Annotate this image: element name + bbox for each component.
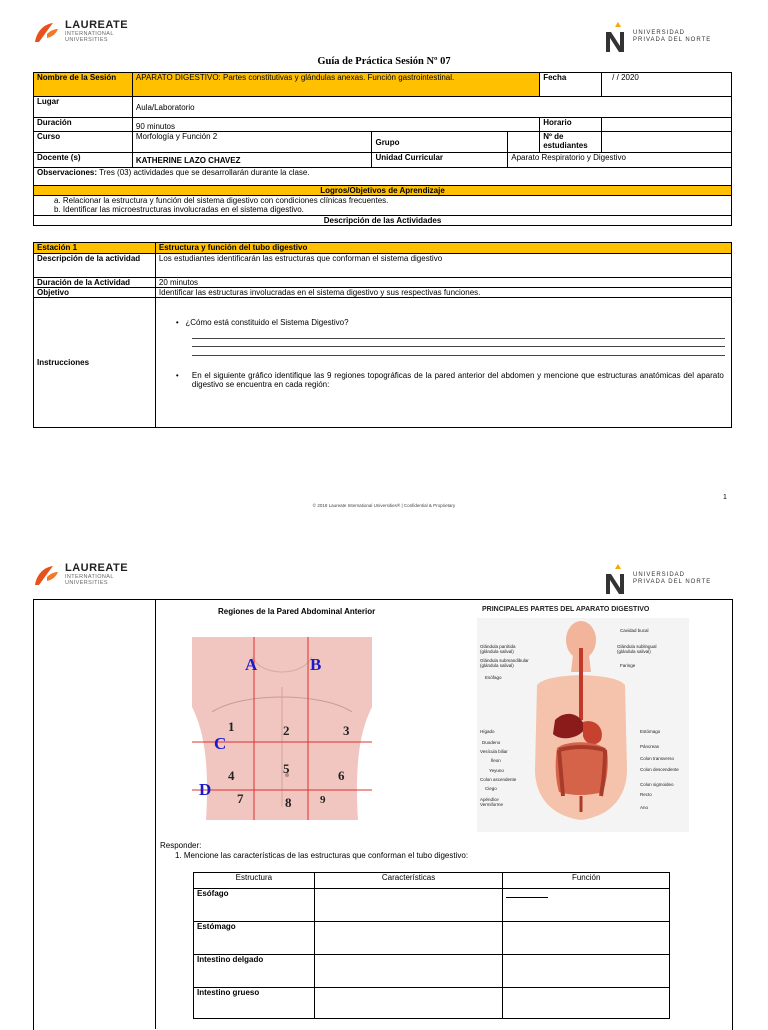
- desc-value: Los estudiantes identificarán las estructuras que conforman el sistema digestivo: [155, 254, 731, 278]
- cell-funcion[interactable]: [503, 922, 670, 955]
- horario-value: [602, 118, 732, 132]
- region-number: 8: [285, 795, 292, 810]
- cell-funcion[interactable]: [503, 988, 670, 1019]
- obj-label: Objetivo: [34, 288, 156, 298]
- region-number: 9: [320, 794, 326, 806]
- upn-logo-p2: [603, 562, 711, 596]
- label-sublingual: Glándula sublingual (glándula salival): [617, 644, 657, 654]
- region-number: 3: [343, 723, 350, 738]
- cell-caracteristicas[interactable]: [314, 988, 503, 1019]
- region-number: 7: [237, 791, 244, 806]
- activity-table: [33, 242, 732, 428]
- logo-name: LAUREATE: [65, 562, 129, 574]
- label-estomago: Estómago: [640, 729, 661, 734]
- label-ciego: Ciego: [485, 786, 497, 791]
- station-title: Estructura y función del tubo digestivo: [155, 243, 731, 254]
- unidad-label: Unidad Curricular: [372, 153, 508, 168]
- upn-logo: [603, 20, 711, 54]
- abdomen-regions-figure: [192, 637, 372, 820]
- label-apendice: Apéndice Vermiforme: [480, 797, 504, 807]
- objetivo-item: a. Relacionar la estructura y función del sistema digestivo con condiciones clínicas frecuentes.: [54, 196, 389, 205]
- logo-sub1: INTERNATIONAL: [65, 31, 114, 37]
- region-number: 1: [228, 719, 235, 734]
- logo-sub2: UNIVERSITIES: [65, 580, 109, 586]
- bullet-1: • ¿Cómo está constituido el Sistema Digestivo?: [175, 318, 349, 327]
- answer-line: [192, 338, 725, 339]
- session-value: APARATO DIGESTIVO: Partes constitutivas y glándulas anexas. Función gastrointestinal.: [132, 73, 539, 97]
- region-letter: D: [199, 780, 212, 799]
- desc-label: Descripción de la actividad: [34, 254, 156, 278]
- abdomen-title: Regiones de la Pared Abdominal Anterior: [218, 607, 376, 616]
- structures-table: [193, 872, 670, 1019]
- cell-caracteristicas[interactable]: [314, 922, 503, 955]
- instr-content: [155, 298, 731, 428]
- label-submandibular: Glándula submandibular (glándula salival): [480, 658, 529, 668]
- bullet-2-text: En el siguiente gráfico identifique las 9 regiones topográficas de la pared anterior del abdomen y mencione que estructuras anatómicas del aparato digestivo se encuentra en cada región:: [191, 371, 724, 389]
- dur-value: 20 minutos: [155, 278, 731, 288]
- header-estructura: Estructura: [194, 873, 315, 889]
- row-intestino-delgado: Intestino delgado: [194, 955, 315, 988]
- cell-funcion[interactable]: [503, 889, 670, 922]
- bullet-2: • En el siguiente gráfico identifique las 9 regiones topográficas de la pared anterior del abdomen y mencione que estructuras anatómicas del aparato digestivo se encuentra en cada región:: [175, 371, 724, 389]
- label-vesicula: Vesícula biliar: [480, 749, 508, 754]
- row-esofago: Esófago: [194, 889, 315, 922]
- label-esofago: Esófago: [485, 675, 502, 680]
- grupo-label: Grupo: [372, 132, 508, 153]
- session-info-table: [33, 72, 732, 226]
- label-colon-transverso: Colon transverso: [640, 756, 675, 761]
- curso-value: Morfología y Función 2: [132, 132, 372, 153]
- lugar-label: Lugar: [34, 97, 133, 118]
- region-number: 2: [283, 723, 290, 738]
- logo-sub1: INTERNATIONAL: [65, 574, 114, 580]
- label-cavidad-bucal: Cavidad bucal: [620, 628, 649, 633]
- laureate-logo-p2: [33, 563, 128, 589]
- horario-label: Horario: [540, 118, 602, 132]
- header-caracteristicas: Características: [314, 873, 503, 889]
- label-pancreas: Páncreas: [640, 744, 660, 749]
- label-higado: Hígado: [480, 729, 495, 734]
- region-number: 6: [338, 768, 345, 783]
- question-1: 1. Mencione las características de las estructuras que conforman el tubo digestivo:: [175, 851, 469, 860]
- obj-value: Identificar las estructuras involucradas en el sistema digestivo y sus respectivas funciones.: [155, 288, 731, 298]
- row-estomago: Estómago: [194, 922, 315, 955]
- estudiantes-value: [602, 132, 732, 153]
- laureate-leaf-icon: [33, 20, 59, 46]
- cell-funcion[interactable]: [503, 955, 670, 988]
- lugar-value: Aula/Laboratorio: [132, 97, 731, 118]
- footer-copyright: © 2018 Laureate International Universities® | Confidential & Proprietary: [312, 503, 456, 508]
- fecha-label: Fecha: [540, 73, 602, 97]
- row-intestino-grueso: Intestino grueso: [194, 988, 315, 1019]
- answer-line: [192, 355, 725, 356]
- label-ano: Ano: [640, 805, 649, 810]
- upn-line2: PRIVADA DEL NORTE: [633, 579, 712, 585]
- label-parotida: Glándula parótida (glándula salival): [480, 644, 516, 654]
- page-number: 1: [723, 494, 727, 501]
- actividades-heading: Descripción de las Actividades: [34, 216, 732, 226]
- label-yeyuno: Yeyuno: [489, 768, 504, 773]
- instr-label: Instrucciones: [34, 298, 156, 428]
- region-letter: A: [245, 655, 258, 674]
- bullet-1-text: ¿Cómo está constituido el Sistema Digestivo?: [185, 318, 349, 327]
- session-label: Nombre de la Sesión: [34, 73, 133, 97]
- objetivo-item: b. Identificar las microestructuras involucradas en el sistema digestivo.: [54, 205, 304, 214]
- page2-divider: [155, 599, 156, 1029]
- region-number: 5: [283, 761, 290, 776]
- label-colon-sigmoideo: Colon sigmoideo: [640, 782, 674, 787]
- objetivos-heading: Logros/Objetivos de Aprendizaje: [34, 186, 732, 196]
- upn-n-icon: [603, 562, 629, 596]
- page-title: Guía de Práctica Sesión Nº 07: [317, 56, 451, 67]
- digestive-title: PRINCIPALES PARTES DEL APARATO DIGESTIVO: [482, 606, 650, 613]
- region-number: 4: [228, 768, 235, 783]
- observaciones: [34, 168, 732, 186]
- docente-label: Docente (s): [34, 153, 133, 168]
- responder-label: Responder:: [160, 841, 202, 850]
- label-faringe: Faringe: [620, 663, 636, 668]
- upn-line1: UNIVERSIDAD: [633, 572, 686, 578]
- grupo-value: [508, 132, 540, 153]
- header-funcion: Función: [503, 873, 670, 889]
- answer-line: [192, 346, 725, 347]
- duracion-value: 90 minutos: [132, 118, 539, 132]
- objetivos-list: [34, 196, 732, 216]
- laureate-leaf-icon: [33, 563, 59, 589]
- logo-sub2: UNIVERSITIES: [65, 37, 109, 43]
- upn-line1: UNIVERSIDAD: [633, 30, 686, 36]
- upn-line2: PRIVADA DEL NORTE: [633, 37, 712, 43]
- unidad-value: Aparato Respiratorio y Digestivo: [508, 153, 732, 168]
- region-letter: B: [310, 655, 322, 674]
- label-colon-descendente: Colon descendente: [640, 767, 679, 772]
- estudiantes-label: Nº de estudiantes: [540, 132, 602, 153]
- obs-value: Tres (03) actividades que se desarrollarán durante la clase.: [97, 168, 310, 177]
- laureate-logo: [33, 20, 128, 46]
- obs-label: Observaciones:: [37, 168, 98, 177]
- digestive-figure: [477, 600, 689, 832]
- logo-name: LAUREATE: [65, 19, 129, 31]
- cell-caracteristicas[interactable]: [314, 955, 503, 988]
- curso-label: Curso: [34, 132, 133, 153]
- label-ileon: Íleon: [491, 758, 501, 763]
- label-recto: Recto: [640, 792, 652, 797]
- dur-label: Duración de la Actividad: [34, 278, 156, 288]
- label-duodeno: Duodeno: [482, 740, 501, 745]
- duracion-label: Duración: [34, 118, 133, 132]
- station-label: Estación 1: [34, 243, 156, 254]
- region-letter: C: [214, 734, 227, 753]
- label-colon-ascendente: Colon ascendente: [480, 777, 517, 782]
- upn-n-icon: [603, 20, 629, 54]
- fecha-value: / / 2020: [602, 73, 732, 97]
- docente-value: KATHERINE LAZO CHAVEZ: [132, 153, 372, 168]
- cell-caracteristicas[interactable]: [314, 889, 503, 922]
